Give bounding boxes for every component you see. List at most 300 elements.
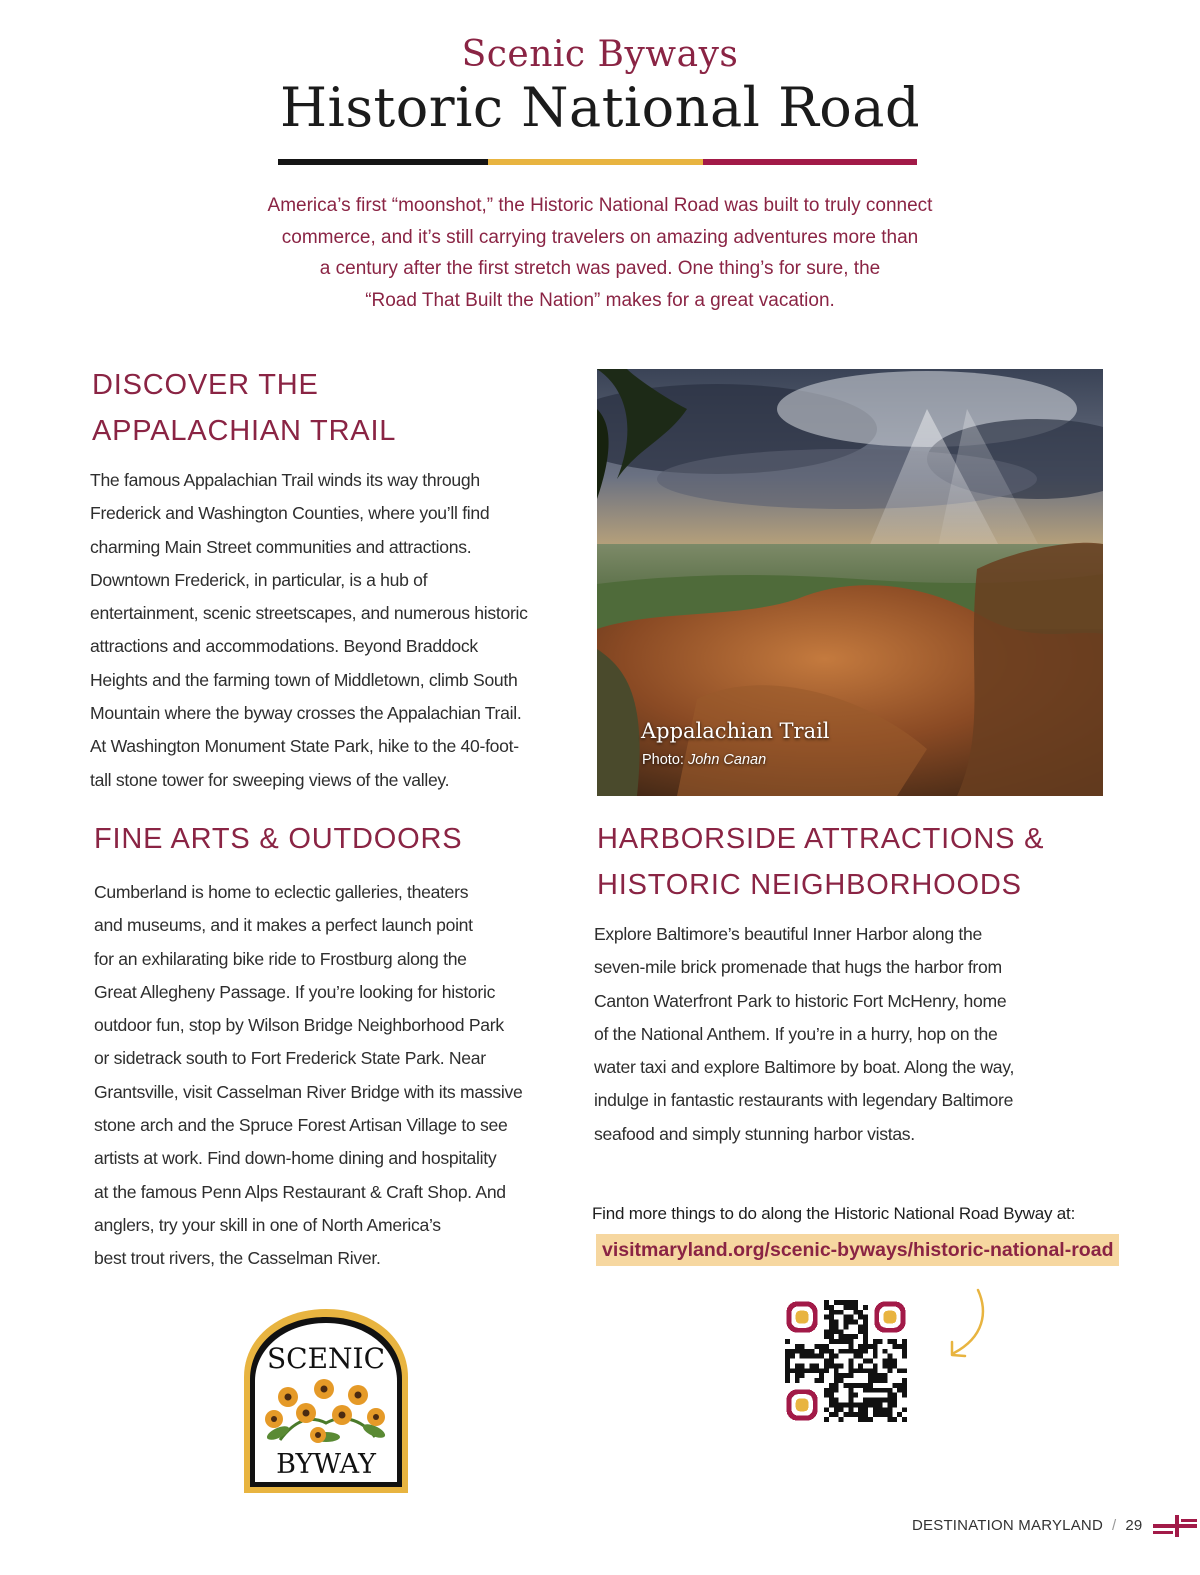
curved-arrow-icon	[940, 1287, 990, 1362]
body-line: At Washington Monument State Park, hike to the 40-foot-	[90, 736, 519, 757]
qr-module	[805, 1368, 810, 1373]
qr-module	[892, 1398, 897, 1403]
body-line: Heights and the farming town of Middletown, climb South	[90, 669, 518, 690]
qr-module	[795, 1349, 800, 1354]
qr-module	[819, 1349, 824, 1354]
qr-module	[873, 1373, 878, 1378]
qr-module	[844, 1383, 849, 1388]
qr-module	[829, 1398, 834, 1403]
qr-module	[863, 1359, 868, 1364]
qr-module	[839, 1339, 844, 1344]
qr-module	[834, 1388, 839, 1393]
qr-module	[785, 1363, 790, 1368]
qr-module	[824, 1363, 829, 1368]
publication-name: DESTINATION MARYLAND	[912, 1517, 1103, 1534]
qr-module	[800, 1344, 805, 1349]
qr-module	[853, 1320, 858, 1325]
qr-module	[878, 1373, 883, 1378]
qr-module	[829, 1305, 834, 1310]
qr-module	[858, 1310, 863, 1315]
qr-module	[863, 1349, 868, 1354]
qr-module	[892, 1363, 897, 1368]
qr-module	[800, 1354, 805, 1359]
badge-top-text: SCENIC	[266, 1342, 386, 1375]
qr-module	[887, 1354, 892, 1359]
body-line: indulge in fantastic restaurants with legendary Baltimore	[594, 1090, 1014, 1111]
intro-line: a century after the first stretch was paved. One thing’s for sure, the	[319, 258, 881, 279]
qr-module	[844, 1402, 849, 1407]
qr-module	[834, 1320, 839, 1325]
qr-module	[795, 1363, 800, 1368]
qr-module	[858, 1354, 863, 1359]
qr-module	[853, 1349, 858, 1354]
qr-module	[853, 1300, 858, 1305]
qr-module	[839, 1373, 844, 1378]
qr-module	[824, 1393, 829, 1398]
qr-module	[878, 1412, 883, 1417]
qr-module	[834, 1339, 839, 1344]
qr-module	[839, 1407, 844, 1412]
qr-module	[824, 1315, 829, 1320]
qr-module	[848, 1368, 853, 1373]
qr-module	[824, 1344, 829, 1349]
body-line: outdoor fun, stop by Wilson Bridge Neighborhood Park	[94, 1015, 504, 1036]
qr-module	[853, 1310, 858, 1315]
badge-bottom-text: BYWAY	[276, 1449, 376, 1480]
qr-module	[887, 1407, 892, 1412]
body-line: stone arch and the Spruce Forest Artisan Village to see	[94, 1115, 508, 1136]
qr-module	[853, 1354, 858, 1359]
qr-module	[805, 1349, 810, 1354]
qr-module	[863, 1315, 868, 1320]
qr-module	[839, 1349, 844, 1354]
qr-module	[785, 1339, 790, 1344]
qr-module	[834, 1378, 839, 1383]
qr-module	[785, 1349, 790, 1354]
qr-module	[848, 1359, 853, 1364]
qr-module	[873, 1388, 878, 1393]
qr-module	[785, 1354, 790, 1359]
qr-module	[892, 1339, 897, 1344]
qr-module	[829, 1324, 834, 1329]
qr-module	[834, 1402, 839, 1407]
byway-url-link[interactable]: visitmaryland.org/scenic-byways/historic-national-road	[596, 1234, 1119, 1266]
qr-module	[883, 1378, 888, 1383]
qr-module	[834, 1300, 839, 1305]
qr-module	[902, 1388, 907, 1393]
body-line: artists at work. Find down-home dining and hospitality	[94, 1148, 497, 1169]
qr-module	[863, 1329, 868, 1334]
qr-module	[819, 1344, 824, 1349]
qr-module	[834, 1383, 839, 1388]
qr-module	[829, 1315, 834, 1320]
paragraph-appalachian-trail	[90, 464, 528, 797]
qr-module	[785, 1373, 790, 1378]
qr-module	[858, 1407, 863, 1412]
qr-module	[844, 1349, 849, 1354]
body-line: Grantsville, visit Casselman River Bridge with its massive	[94, 1081, 523, 1102]
qr-module	[814, 1368, 819, 1373]
qr-module	[863, 1344, 868, 1349]
photo-caption: Appalachian Trail	[641, 719, 830, 743]
qr-module	[848, 1363, 853, 1368]
qr-module	[887, 1393, 892, 1398]
qr-module	[892, 1344, 897, 1349]
qr-module	[868, 1373, 873, 1378]
paragraph-fine-arts	[94, 876, 522, 1276]
body-line: anglers, try your skill in one of North America’s	[94, 1214, 441, 1235]
qr-module	[853, 1393, 858, 1398]
qr-module	[824, 1417, 829, 1422]
body-line: of the National Anthem. If you’re in a hurry, hop on the	[594, 1023, 998, 1044]
qr-code-icon[interactable]	[785, 1300, 907, 1422]
qr-module	[878, 1339, 883, 1344]
title-rule-gold	[488, 159, 703, 165]
qr-module	[863, 1368, 868, 1373]
qr-module	[873, 1344, 878, 1349]
qr-module	[863, 1412, 868, 1417]
qr-module	[848, 1373, 853, 1378]
qr-module	[844, 1300, 849, 1305]
qr-module	[887, 1363, 892, 1368]
qr-module	[853, 1402, 858, 1407]
qr-module	[800, 1368, 805, 1373]
title-rule-red	[703, 159, 917, 165]
qr-module	[868, 1398, 873, 1403]
qr-module	[839, 1378, 844, 1383]
qr-module	[897, 1412, 902, 1417]
page-number: 29	[1125, 1517, 1143, 1534]
qr-module	[834, 1412, 839, 1417]
qr-module	[848, 1344, 853, 1349]
qr-module	[819, 1354, 824, 1359]
qr-module	[848, 1412, 853, 1417]
qr-module	[902, 1407, 907, 1412]
qr-module	[848, 1388, 853, 1393]
qr-module	[829, 1363, 834, 1368]
qr-module	[853, 1334, 858, 1339]
qr-module	[873, 1368, 878, 1373]
intro-line: commerce, and it’s still carrying travelers on amazing adventures more than	[281, 226, 919, 248]
qr-module	[809, 1354, 814, 1359]
qr-module	[829, 1339, 834, 1344]
qr-module	[853, 1305, 858, 1310]
qr-module	[819, 1368, 824, 1373]
qr-module	[848, 1393, 853, 1398]
qr-module	[883, 1412, 888, 1417]
body-line: Great Allegheny Passage. If you’re looking for historic	[94, 981, 496, 1002]
qr-module	[892, 1417, 897, 1422]
qr-module	[883, 1373, 888, 1378]
qr-module	[868, 1417, 873, 1422]
qr-module	[795, 1378, 800, 1383]
qr-module	[800, 1349, 805, 1354]
qr-module	[814, 1378, 819, 1383]
qr-module	[824, 1388, 829, 1393]
qr-module	[858, 1383, 863, 1388]
qr-module	[844, 1320, 849, 1325]
qr-module	[829, 1320, 834, 1325]
body-line: seven-mile brick promenade that hugs the harbor from	[594, 957, 1002, 978]
photo-credit-prefix: Photo:	[642, 752, 688, 768]
page-footer	[912, 1517, 1142, 1534]
qr-module	[887, 1388, 892, 1393]
body-line: for an exhilarating bike ride to Frostburg along the	[94, 948, 467, 969]
qr-module	[824, 1349, 829, 1354]
qr-module	[863, 1398, 868, 1403]
qr-module	[887, 1412, 892, 1417]
qr-module	[858, 1324, 863, 1329]
qr-module	[834, 1324, 839, 1329]
qr-module	[834, 1398, 839, 1403]
qr-module	[897, 1368, 902, 1373]
qr-module	[834, 1354, 839, 1359]
qr-module	[809, 1363, 814, 1368]
qr-module	[824, 1368, 829, 1373]
qr-module	[814, 1344, 819, 1349]
qr-module	[829, 1329, 834, 1334]
qr-module	[868, 1378, 873, 1383]
qr-module	[883, 1363, 888, 1368]
qr-module	[863, 1417, 868, 1422]
scenic-byway-badge	[240, 1305, 412, 1497]
qr-module	[829, 1359, 834, 1364]
qr-module	[863, 1339, 868, 1344]
heading-line: HARBORSIDE ATTRACTIONS &	[597, 823, 1045, 855]
qr-module	[853, 1412, 858, 1417]
qr-module	[863, 1402, 868, 1407]
body-line: seafood and simply stunning harbor vistas.	[594, 1123, 915, 1144]
body-line: or sidetrack south to Fort Frederick State Park. Near	[94, 1048, 486, 1069]
qr-module	[824, 1329, 829, 1334]
page-title: Historic National Road	[279, 76, 921, 139]
qr-module	[844, 1339, 849, 1344]
qr-module	[902, 1383, 907, 1388]
qr-module	[873, 1354, 878, 1359]
qr-module	[868, 1344, 873, 1349]
qr-module	[887, 1402, 892, 1407]
qr-module	[829, 1383, 834, 1388]
qr-module	[858, 1412, 863, 1417]
qr-module	[892, 1402, 897, 1407]
qr-module	[824, 1334, 829, 1339]
intro-line: “Road That Built the Nation” makes for a great vacation.	[365, 289, 835, 311]
qr-module	[873, 1398, 878, 1403]
qr-module	[873, 1339, 878, 1344]
qr-module	[853, 1368, 858, 1373]
qr-module	[883, 1349, 888, 1354]
body-line: Mountain where the byway crosses the Appalachian Trail.	[90, 703, 522, 724]
qr-module	[824, 1359, 829, 1364]
body-line: attractions and accommodations. Beyond Braddock	[90, 636, 478, 657]
qr-module	[809, 1349, 814, 1354]
qr-module	[883, 1388, 888, 1393]
qr-module	[800, 1373, 805, 1378]
body-line: at the famous Penn Alps Restaurant & Craft Shop. And	[94, 1181, 506, 1202]
qr-module	[848, 1305, 853, 1310]
qr-module	[878, 1402, 883, 1407]
qr-module	[844, 1315, 849, 1320]
qr-module	[887, 1339, 892, 1344]
qr-module	[883, 1359, 888, 1364]
qr-module	[873, 1378, 878, 1383]
qr-module	[814, 1363, 819, 1368]
qr-module	[902, 1349, 907, 1354]
qr-module	[829, 1310, 834, 1315]
body-line: water taxi and explore Baltimore by boat. Along the way,	[594, 1057, 1015, 1078]
body-line: Frederick and Washington Counties, where you’ll find	[90, 503, 490, 524]
heading-line: APPALACHIAN TRAIL	[92, 415, 397, 447]
footer-separator: /	[1111, 1517, 1117, 1534]
qr-module	[824, 1305, 829, 1310]
qr-module	[883, 1407, 888, 1412]
qr-module	[887, 1359, 892, 1364]
qr-module	[834, 1368, 839, 1373]
qr-module	[873, 1349, 878, 1354]
qr-module	[868, 1402, 873, 1407]
body-line: Downtown Frederick, in particular, is a hub of	[90, 569, 428, 590]
qr-module	[848, 1300, 853, 1305]
qr-module	[892, 1393, 897, 1398]
qr-module	[839, 1329, 844, 1334]
qr-module	[868, 1383, 873, 1388]
qr-module	[795, 1368, 800, 1373]
qr-module	[819, 1373, 824, 1378]
qr-module	[834, 1310, 839, 1315]
qr-module	[790, 1368, 795, 1373]
body-line: best trout rivers, the Casselman River.	[94, 1248, 381, 1269]
qr-module	[824, 1407, 829, 1412]
qr-module	[902, 1354, 907, 1359]
qr-module	[839, 1300, 844, 1305]
qr-module	[878, 1398, 883, 1403]
qr-module	[809, 1368, 814, 1373]
qr-module	[814, 1354, 819, 1359]
qr-module	[834, 1363, 839, 1368]
qr-module	[844, 1412, 849, 1417]
qr-module	[785, 1359, 790, 1364]
photo-credit	[642, 752, 766, 768]
body-line: Canton Waterfront Park to historic Fort McHenry, home	[594, 990, 1007, 1011]
qr-module	[844, 1305, 849, 1310]
heading-line: DISCOVER THE	[92, 369, 319, 401]
qr-module	[858, 1363, 863, 1368]
qr-module	[892, 1383, 897, 1388]
qr-module	[868, 1388, 873, 1393]
heading-appalachian-trail	[92, 362, 396, 454]
qr-module	[873, 1363, 878, 1368]
qr-module	[863, 1320, 868, 1325]
body-line: tall stone tower for sweeping views of the valley.	[90, 769, 450, 790]
qr-module	[795, 1373, 800, 1378]
qr-module	[863, 1305, 868, 1310]
page-kicker: Scenic Byways	[461, 34, 739, 75]
qr-module	[790, 1354, 795, 1359]
body-line: and museums, and it makes a perfect launch point	[94, 915, 473, 936]
body-line: entertainment, scenic streetscapes, and numerous historic	[90, 603, 528, 624]
qr-module	[858, 1402, 863, 1407]
qr-module	[902, 1344, 907, 1349]
qr-module	[805, 1354, 810, 1359]
qr-module	[848, 1334, 853, 1339]
qr-module	[863, 1388, 868, 1393]
heading-fine-arts	[94, 816, 462, 862]
qr-module	[848, 1339, 853, 1344]
qr-module	[829, 1388, 834, 1393]
qr-module	[834, 1407, 839, 1412]
qr-module	[902, 1339, 907, 1344]
qr-module	[868, 1359, 873, 1364]
qr-module	[902, 1417, 907, 1422]
qr-module	[839, 1334, 844, 1339]
qr-module	[848, 1349, 853, 1354]
qr-module	[829, 1349, 834, 1354]
qr-module	[883, 1398, 888, 1403]
qr-module	[878, 1388, 883, 1393]
qr-module	[887, 1417, 892, 1422]
qr-module	[800, 1363, 805, 1368]
qr-module	[829, 1412, 834, 1417]
qr-module	[902, 1393, 907, 1398]
qr-module	[858, 1417, 863, 1422]
heading-line: HISTORIC NEIGHBORHOODS	[597, 869, 1022, 901]
qr-module	[839, 1417, 844, 1422]
qr-module	[858, 1344, 863, 1349]
qr-module	[863, 1334, 868, 1339]
title-rule-black	[278, 159, 488, 165]
qr-module	[819, 1378, 824, 1383]
body-line: Cumberland is home to eclectic galleries, theaters	[94, 882, 469, 902]
qr-module	[848, 1398, 853, 1403]
maryland-flag-icon	[1153, 1515, 1197, 1537]
qr-module	[887, 1368, 892, 1373]
qr-module	[839, 1363, 844, 1368]
qr-module	[863, 1324, 868, 1329]
qr-module	[844, 1334, 849, 1339]
qr-module	[902, 1378, 907, 1383]
more-info-text: Find more things to do along the Historic National Road Byway at:	[592, 1204, 1076, 1223]
qr-module	[848, 1320, 853, 1325]
qr-module	[897, 1344, 902, 1349]
qr-module	[848, 1402, 853, 1407]
qr-module	[878, 1378, 883, 1383]
qr-module	[848, 1315, 853, 1320]
intro-paragraph	[200, 190, 1000, 316]
qr-module	[844, 1373, 849, 1378]
qr-module	[892, 1359, 897, 1364]
qr-module	[790, 1349, 795, 1354]
qr-module	[839, 1310, 844, 1315]
qr-module	[844, 1324, 849, 1329]
qr-module	[839, 1402, 844, 1407]
qr-module	[829, 1402, 834, 1407]
qr-module	[785, 1378, 790, 1383]
qr-module	[829, 1393, 834, 1398]
qr-module	[887, 1398, 892, 1403]
qr-module	[878, 1407, 883, 1412]
qr-module	[795, 1344, 800, 1349]
photo-credit-name: John Canan	[687, 752, 767, 768]
heading-harborside	[597, 816, 1044, 908]
qr-module	[858, 1349, 863, 1354]
qr-module	[858, 1329, 863, 1334]
qr-module	[848, 1407, 853, 1412]
qr-module	[834, 1373, 839, 1378]
qr-module	[829, 1354, 834, 1359]
qr-module	[863, 1383, 868, 1388]
qr-module	[785, 1368, 790, 1373]
body-line: The famous Appalachian Trail winds its way through	[90, 470, 480, 490]
